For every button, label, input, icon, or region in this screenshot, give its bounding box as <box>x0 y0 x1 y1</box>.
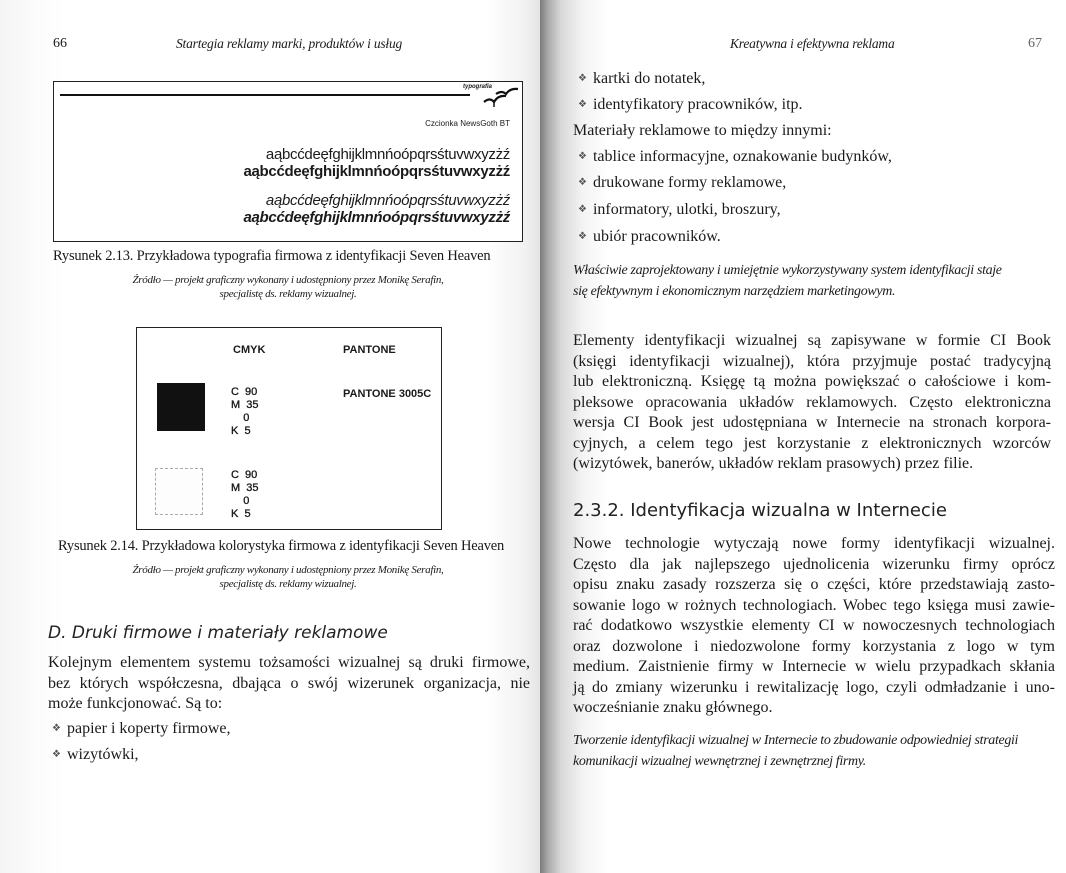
list-item <box>578 148 892 166</box>
italic-note <box>573 260 1051 302</box>
cmyk-m: M 35 <box>231 399 259 411</box>
font-name: Czcionka NewsGoth BT <box>425 119 510 128</box>
diamond-bullet-icon: ❖ <box>578 177 587 188</box>
paragraph <box>573 331 1051 475</box>
list-item <box>578 201 781 219</box>
diamond-bullet-icon: ❖ <box>52 723 61 734</box>
cmyk-header: CMYK <box>233 344 266 356</box>
page-number: 67 <box>1028 36 1042 51</box>
text-line: lub elektroniczną. Księgę tą można powiększać o całościowe i kom- <box>573 373 1051 390</box>
logo-label: typografia <box>462 84 492 90</box>
text-line: komunikacji wizualnej wewnętrznej i zewnętrznej firmy. <box>573 754 866 769</box>
sample-regular: aąbcćdeęfghijklmnńoópqrsśtuvwxyzżź <box>265 146 510 163</box>
section-heading: D. Druki firmowe i materiały reklamowe <box>48 623 388 643</box>
color-figure <box>136 327 442 530</box>
color-swatch-dark <box>157 383 205 431</box>
text-line: ją do zmiany wizerunku i rewitalizację logo, czyli odmładzanie i uno- <box>573 678 1055 696</box>
figure-source <box>53 273 523 301</box>
list-item <box>52 746 139 764</box>
running-head: Kreatywna i efektywna reklama <box>730 36 895 51</box>
source-line: Źródło — projekt graficzny wykonany i udostępniony przez Monikę Serafin, <box>132 274 444 286</box>
text-line: oraz dozwolone i niedozwolone formy korzystania z logo w tym <box>573 637 1055 655</box>
sample-bold-italic: aąbcćdeęfghijklmnńoópqrsśtuvwxyzżź <box>243 209 510 226</box>
list-item-text: informatory, ulotki, broszury, <box>592 201 781 218</box>
running-head: Startegia reklamy marki, produktów i usług <box>176 36 403 51</box>
text-line: się efektywnym i ekonomicznym narzędziem marketingowym. <box>573 284 896 299</box>
list-item-text: identyfikatory pracowników, itp. <box>592 96 803 113</box>
intro-text: Materiały reklamowe to między innymi: <box>573 122 832 139</box>
page-number: 66 <box>53 36 67 51</box>
sample-italic: aąbcćdeęfghijklmnńoópqrsśtuvwxyzżź <box>265 192 510 209</box>
list-item-text: wizytówki, <box>66 746 139 763</box>
text-line: cyjnych, a celem tego jest korzystanie z elektronicznych wzorców <box>573 434 1051 452</box>
list-item-text: ubiór pracowników. <box>592 228 721 245</box>
birds-icon <box>480 86 520 113</box>
color-swatch-light <box>155 468 203 515</box>
list-item <box>578 70 705 88</box>
pantone-value: PANTONE 3005C <box>343 388 432 400</box>
text-line: Kolejnym elementem systemu tożsamości wizualnej są druki firmowe, <box>48 654 530 671</box>
list-item-text: drukowane formy reklamowe, <box>592 174 787 191</box>
text-line: wersja CI Book jest udostępniana w Internecie na stronach korpora- <box>573 414 1051 431</box>
source-line: specjalistę ds. reklamy wizualnej. <box>219 578 357 590</box>
text-line: sowanie logo w rożnych technologiach. Wobec tego księga musi zawie- <box>573 596 1055 614</box>
text-line: opisu znaku zasady rozszerza się o części, które przedstawiają zasto- <box>573 576 1055 593</box>
text-line: Często dla jak najlepszego ujednolicenia wizerunku firmy oprócz <box>573 555 1055 573</box>
cmyk-c: C 90 <box>231 469 258 481</box>
text-line: (księgi identyfikacji wizualnej), która przyjmuje postać tradycyjną <box>573 352 1051 370</box>
text-line: medium. Zaistnienie firmy w Internecie w wielu przypadkach skłania <box>573 658 1055 675</box>
cmyk-c: C 90 <box>231 386 258 398</box>
diamond-bullet-icon: ❖ <box>578 99 587 110</box>
text-line: pleksowe opracowania układów reklamowych. Często elektroniczna <box>573 393 1051 411</box>
text-line: bez których współczesna, dbająca o swój wizerunek organizacja, nie <box>48 674 530 692</box>
rule-line <box>60 94 470 96</box>
pantone-header: PANTONE <box>343 344 396 356</box>
text-line: Właściwie zaprojektowany i umiejętnie wykorzystywany system identyfikacji staje <box>573 263 1002 278</box>
text-line: Nowe technologie wytyczają nowe formy identyfikacji wizualnej. <box>573 535 1055 552</box>
text-line: może funkcjonować. Są to: <box>48 695 223 712</box>
list-item-text: papier i koperty firmowe, <box>66 720 231 737</box>
figure-caption: Rysunek 2.13. Przykładowa typografia firmowa z identyfikacji Seven Heaven <box>53 248 491 264</box>
list-item <box>578 96 803 114</box>
text-line: Elementy identyfikacji wizualnej są zapisywane w formie CI Book <box>573 332 1051 349</box>
cmyk-m: M 35 <box>231 482 259 494</box>
cmyk-values <box>231 386 259 438</box>
figure-source <box>53 563 523 591</box>
diamond-bullet-icon: ❖ <box>52 749 61 760</box>
diamond-bullet-icon: ❖ <box>578 73 587 84</box>
paragraph <box>48 653 530 715</box>
text-line: wocześnianie znaku głównego. <box>573 699 773 716</box>
list-item <box>52 720 230 738</box>
list-item <box>578 174 786 192</box>
paragraph <box>573 534 1055 719</box>
figure-caption: Rysunek 2.14. Przykładowa kolorystyka firmowa z identyfikacji Seven Heaven <box>58 538 505 554</box>
cmyk-k: K 5 <box>231 508 251 520</box>
source-line: specjalistę ds. reklamy wizualnej. <box>219 288 357 300</box>
text-line: (wizytówek, banerów, układów reklam prasowych) przez filie. <box>573 455 974 472</box>
cmyk-values <box>231 469 259 521</box>
source-line: Źródło — projekt graficzny wykonany i udostępniony przez Monikę Serafin, <box>132 564 444 576</box>
diamond-bullet-icon: ❖ <box>578 151 587 162</box>
list-item-text: tablice informacyjne, oznakowanie budynków, <box>592 148 892 165</box>
text-line: rać dodatkowo wszystkie elementy CI w nowoczesnych technologiach <box>573 617 1055 634</box>
typography-figure <box>53 81 523 242</box>
list-item <box>578 228 721 246</box>
section-heading: 2.3.2. Identyfikacja wizualna w Internecie <box>573 500 947 521</box>
sample-bold: aąbcćdeęfghijklmnńoópqrsśtuvwxyzżź <box>243 163 510 180</box>
text-line: Tworzenie identyfikacji wizualnej w Internecie to zbudowanie odpowiedniej strategii <box>573 733 1019 748</box>
cmyk-k: K 5 <box>231 425 251 437</box>
cmyk-y: 0 <box>231 412 250 424</box>
right-page <box>540 0 1066 873</box>
diamond-bullet-icon: ❖ <box>578 231 587 242</box>
list-item-text: kartki do notatek, <box>592 70 706 87</box>
italic-note <box>573 730 1055 772</box>
diamond-bullet-icon: ❖ <box>578 204 587 215</box>
cmyk-y: 0 <box>231 495 250 507</box>
